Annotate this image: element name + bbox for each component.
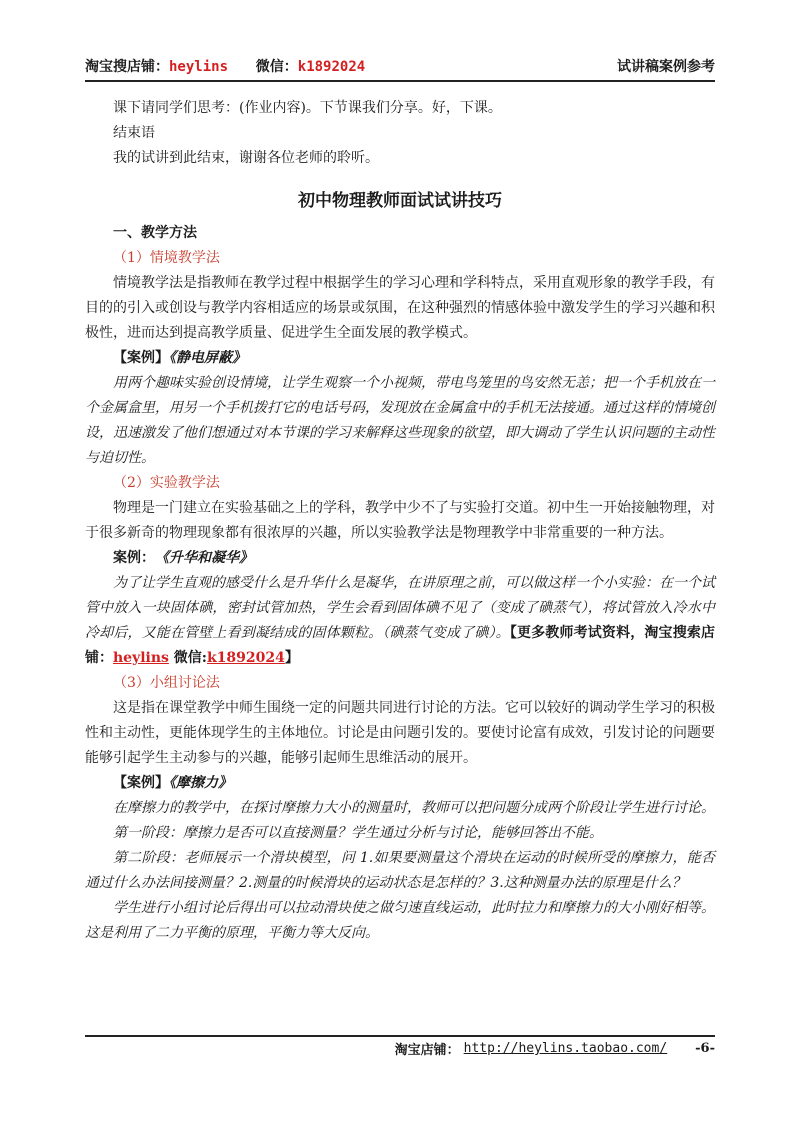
intro-line-1: 课下请同学们思考：(作业内容)。下节课我们分享。好，下课。 bbox=[113, 100, 502, 116]
section-heading-methods: 一、教学方法 bbox=[113, 225, 197, 241]
method-3-case-text: 在摩擦力的教学中，在探讨摩擦力大小的测量时，教师可以把问题分成两个阶段让学生进行讨论。 bbox=[113, 800, 715, 816]
method-3-conclusion: 学生进行小组讨论后得出可以拉动滑块使之做匀速直线运动，此时拉力和摩擦力的大小刚好相等。这是利用了二力平衡的原理，平衡力等大反向。 bbox=[85, 900, 715, 941]
method-3-case-heading bbox=[85, 771, 715, 796]
header-right-title: 试讲稿案例参考 bbox=[617, 59, 715, 75]
header-wechat-label: 微信： bbox=[255, 59, 298, 75]
promo-suffix: 】 bbox=[284, 650, 299, 666]
page-number: -6- bbox=[695, 1041, 715, 1056]
method-2-case-heading bbox=[85, 546, 715, 571]
header-left bbox=[85, 56, 365, 76]
method-1-paragraph: 情境教学法是指教师在教学过程中根据学生的学习心理和学科特点，采用直观形象的教学手段，有目的的引入或创设与教学内容相适应的场景或氛围，在这种强烈的情感体验中激发学生的学习兴趣和积极性，进而达到提高教学质量、促进学生全面发展的教学模式。 bbox=[85, 275, 715, 341]
page-footer bbox=[85, 1035, 715, 1057]
intro-line-3: 我的试讲到此结束，谢谢各位老师的聆听。 bbox=[113, 150, 379, 166]
method-3-paragraph: 这是指在课堂教学中师生围绕一定的问题共同进行讨论的方法。它可以较好的调动学生学习的积极性和主动性，更能体现学生的主体地位。讨论是由问题引发的。要使讨论富有成效，引发讨论的问题要能够引起学生主动参与的兴趣，能够引起师生思维活动的展开。 bbox=[85, 700, 715, 766]
method-3-stage-1: 第一阶段：摩擦力是否可以直接测量？学生通过分析与讨论，能够回答出不能。 bbox=[113, 825, 603, 841]
method-2-case-text bbox=[85, 571, 715, 671]
case-title: 《摩擦力》 bbox=[169, 775, 232, 791]
method-2-heading: （2）实验教学法 bbox=[113, 475, 220, 491]
promo-wechat-link[interactable]: k1892024 bbox=[206, 650, 285, 666]
method-3-stage-2: 第二阶段：老师展示一个滑块模型，问 1.如果要测量这个滑块在运动的时候所受的摩擦力，能否通过什么办法间接测量？2.测量的时候滑块的运动状态是怎样的？3.这种测量办法的原理是什么？ bbox=[85, 850, 715, 891]
promo-wechat-label: 微信: bbox=[168, 650, 207, 666]
case-title: 《静电屏蔽》 bbox=[169, 350, 246, 366]
header-shop-name[interactable]: heylins bbox=[169, 59, 229, 75]
page-title: 初中物理教师面试试讲技巧 bbox=[298, 191, 502, 211]
method-1-case-text: 用两个趣味实验创设情境，让学生观察一个小视频，带电鸟笼里的鸟安然无恙；把一个手机放在一个金属盒里，用另一个手机拨打它的电话号码，发现放在金属盒中的手机无法接通。通过这样的情境创设，迅速激发了他们想通过对本节课的学习来解释这些现象的欲望，即大调动了学生认识问题的主动性与迫切性。 bbox=[85, 375, 715, 466]
header-shop-label: 淘宝搜店铺： bbox=[85, 59, 169, 75]
promo-shop-link[interactable]: heylins bbox=[113, 650, 169, 666]
page-body bbox=[85, 96, 715, 946]
footer-shop-label: 淘宝店铺： bbox=[394, 1043, 460, 1058]
promo-prefix: 【更多教师考试资料，淘宝搜索店铺： bbox=[85, 625, 716, 666]
method-3-heading: （3）小组讨论法 bbox=[113, 675, 220, 691]
method-1-case-heading bbox=[85, 346, 715, 371]
header-wechat-id[interactable]: k1892024 bbox=[297, 59, 366, 75]
case-label: 案例： bbox=[113, 550, 155, 566]
footer-shop-url[interactable]: http://heylins.taobao.com/ bbox=[463, 1041, 668, 1056]
case-text: 为了让学生直观的感受什么是升华什么是凝华，在讲原理之前，可以做这样一个小实验：在一个试管中放入一块固体碘，密封试管加热，学生会看到固体碘不见了（变成了碘蒸气），将试管放入冷水中冷却后，又能在管壁上看到凝结成的固体颗粒。（碘蒸气变成了碘）。 bbox=[85, 575, 715, 641]
method-2-paragraph: 物理是一门建立在实验基础之上的学科，教学中少不了与实验打交道。初中生一开始接触物理，对于很多新奇的物理现象都有很浓厚的兴趣，所以实验教学法是物理教学中非常重要的一种方法。 bbox=[85, 500, 715, 541]
case-label: 【案例】 bbox=[113, 775, 169, 791]
intro-line-2: 结束语 bbox=[113, 125, 155, 141]
case-title: 《升华和凝华》 bbox=[155, 550, 253, 566]
case-label: 【案例】 bbox=[113, 350, 169, 366]
method-1-heading: （1）情境教学法 bbox=[113, 250, 220, 266]
page-header bbox=[85, 52, 715, 82]
